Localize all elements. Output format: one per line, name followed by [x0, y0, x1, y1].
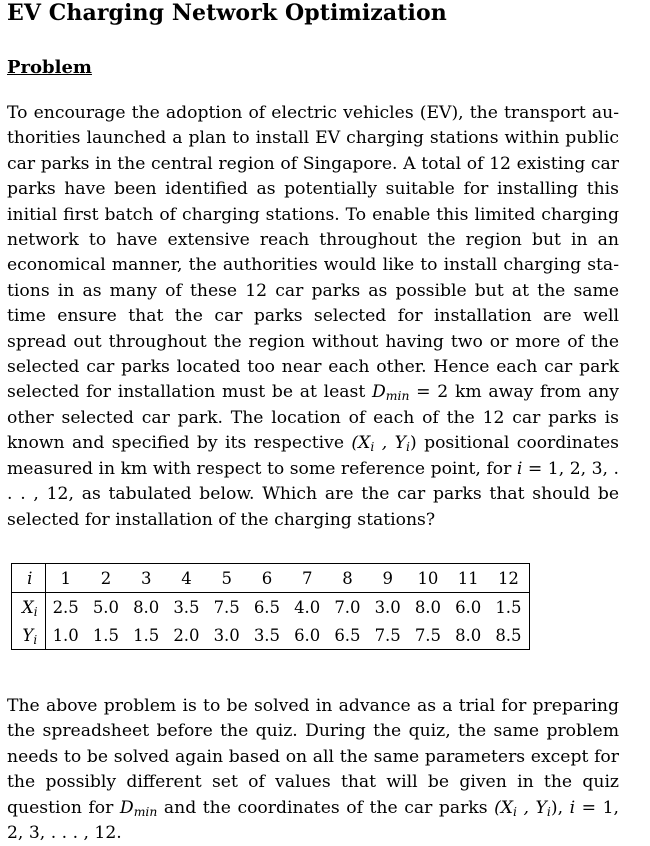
table-row-x — [12, 593, 530, 622]
dmin-subscript: min — [385, 389, 410, 404]
table-cell: 4.0 — [294, 597, 321, 617]
problem-paragraph — [7, 101, 619, 533]
problem-intro-text: To encourage the adoption of electric vehicles (EV), the transport authorities launched a plan to install EV charging stations within public car parks in the central region of Singapore. A total of 12 existing car parks have been identified as potentially suitable for installing this initial first batch of charging stations. To enable this limited charging network to have extensive reach throughout the region but in an economical manner, the authorities would like to install charging stations in as many of these 12 car parks as possible but at the same time ensure that the car parks selected for installation are well spread out throughout the region without having two or more of the selected car parks located too near each other. Hence each car park selected for installation must be at least — [7, 103, 619, 403]
table-cell: 6.0 — [455, 597, 482, 617]
table-cell: 2 — [86, 564, 126, 593]
table-cell: 3.5 — [173, 597, 200, 617]
table-cell: 8 — [327, 564, 367, 593]
followup-coord-y-subscript: i — [546, 804, 551, 819]
table-row-index — [12, 564, 530, 593]
table-row-y — [12, 621, 530, 650]
followup-coord-symbol: (X — [494, 797, 514, 818]
table-cell: 11 — [448, 564, 488, 593]
table-cell: 6 — [247, 564, 287, 593]
table-cell: 8.0 — [133, 597, 160, 617]
followup-dmin-subscript: min — [133, 804, 158, 819]
row-label-x: $X_i$ — [12, 593, 46, 622]
table-cell: 2.5 — [52, 597, 79, 617]
dmin-symbol: D — [372, 382, 386, 403]
followup-paragraph — [7, 694, 619, 846]
index-variable: i — [516, 458, 523, 479]
table-cell: 1 — [45, 564, 86, 593]
followup-text: The above problem is to be solved in advance as a trial for preparing the spreadsheet before the quiz. During the quiz, the same problem needs to be solved again based on all the same parameters except for the possibly different set of values that will be given in the quiz question for — [7, 696, 619, 818]
table-cell: 1.0 — [52, 625, 79, 645]
table-cell: 3.5 — [253, 625, 281, 645]
coord-y-symbol: , Y — [374, 433, 406, 454]
table-cell: 1.5 — [92, 625, 120, 645]
table-cell: 7.5 — [414, 625, 442, 645]
table-cell: 10 — [408, 564, 448, 593]
followup-coord-close: ), — [550, 797, 570, 818]
coord-text: positional coordinates measured in km with respect to some reference point, for — [7, 433, 619, 479]
table-cell: 5 — [207, 564, 247, 593]
row-label-y: $Y_i$ — [12, 621, 46, 650]
table-cell: 4 — [166, 564, 206, 593]
table-cell: 6.5 — [253, 597, 281, 617]
row-label-i: i — [12, 564, 46, 593]
table-cell: 3.0 — [374, 597, 401, 617]
table-cell: 3.0 — [213, 625, 240, 645]
followup-index-variable: i — [569, 797, 576, 818]
followup-mid-text: and the coordinates of the car parks — [157, 797, 495, 818]
car-park-table-wrapper — [11, 563, 530, 650]
table-cell: 2.0 — [173, 625, 200, 645]
table-cell: 6.5 — [334, 625, 361, 645]
section-heading: Problem — [7, 57, 92, 78]
table-cell: 1.5 — [133, 625, 160, 645]
table-cell: 8.0 — [455, 625, 482, 645]
table-cell: 9 — [368, 564, 408, 593]
table-cell: 8.5 — [495, 625, 522, 645]
followup-coord-x-subscript: i — [513, 804, 517, 819]
followup-index-range: = 1, 2, 3, . . . , 12. — [7, 797, 619, 844]
table-cell: 7 — [287, 564, 327, 593]
table-cell: 5.0 — [92, 597, 120, 617]
followup-dmin-symbol: D — [119, 797, 134, 818]
problem-closing-text: , as tabulated below. Which are the car parks that should be selected for installation of the charging stations? — [7, 484, 619, 530]
table-cell: 1.5 — [495, 597, 522, 617]
coord-close: ) — [409, 433, 417, 454]
table-cell: 3 — [126, 564, 166, 593]
table-cell: 12 — [488, 564, 529, 593]
page-title: EV Charging Network Optimization — [7, 0, 447, 26]
table-cell: 7.5 — [213, 597, 240, 617]
table-cell: 7.5 — [374, 625, 401, 645]
coord-symbol: (X — [351, 433, 371, 454]
table-cell: 6.0 — [294, 625, 321, 645]
index-range: = 1, 2, 3, . . . , 12 — [7, 458, 619, 505]
followup-coord-y-symbol: , Y — [517, 797, 547, 818]
coord-x-subscript: i — [370, 440, 375, 455]
coord-y-subscript: i — [405, 440, 410, 455]
table-cell: 8.0 — [414, 597, 442, 617]
table-cell: 7.0 — [334, 597, 361, 617]
car-park-coordinates-table — [11, 563, 530, 650]
dmin-value-text: = 2 km away from any other selected car park. The location of each of the 12 car parks is known and specified by its respective — [7, 382, 619, 454]
